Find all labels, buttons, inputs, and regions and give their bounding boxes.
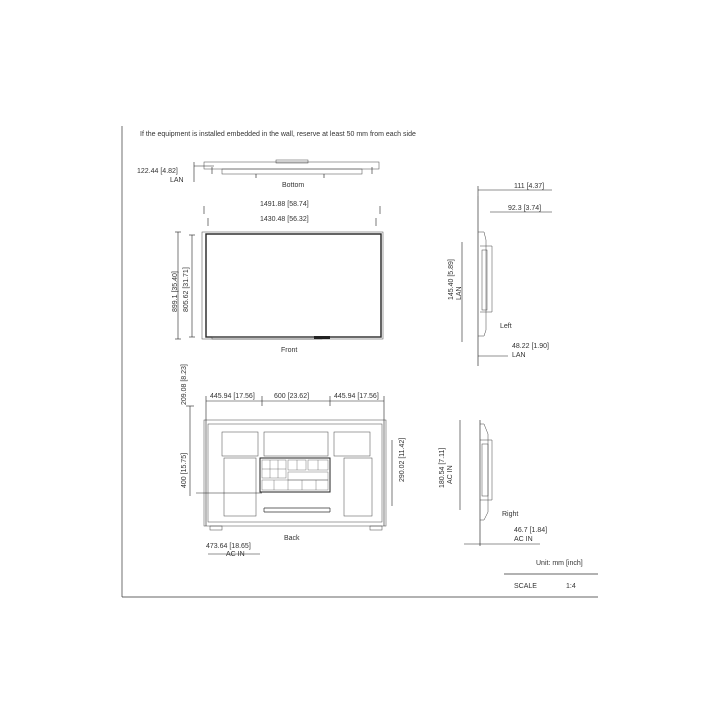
right-acin-depth-label: AC IN (514, 536, 533, 543)
left-lan-side-dim: 145.40 [5.89] (448, 259, 455, 300)
back-view-panel-mid (264, 432, 328, 456)
right-view (439, 420, 547, 546)
front-height-inner-dim: 805.62 [31.71] (183, 267, 190, 312)
back-view-io-panel (260, 458, 330, 492)
bottom-view-stand (276, 160, 308, 163)
left-lan-side-label: LAN (456, 286, 463, 300)
back-acin-label: AC IN (226, 551, 245, 558)
front-view-label: Front (281, 347, 298, 354)
back-acin-dim: 473.64 [18.65] (206, 543, 251, 550)
front-width-outer-dim: 1491.88 [58.74] (260, 201, 309, 208)
title-block (504, 560, 598, 590)
front-view-screen (206, 234, 381, 337)
back-view (181, 364, 406, 558)
left-view-label: Left (500, 323, 512, 330)
front-view-logo-bar (314, 336, 330, 339)
installation-note: If the equipment is installed embedded in the wall, reserve at least 50 mm from each side (140, 131, 416, 138)
bottom-view-panel (222, 169, 362, 174)
front-view-bezel (202, 232, 383, 339)
back-top-dim: 209.08 [8.23] (181, 364, 188, 405)
left-lan-depth-label: LAN (512, 352, 526, 359)
bottom-lan-label: LAN (170, 177, 184, 184)
front-width-inner-dim: 1430.48 [56.32] (260, 216, 309, 223)
back-left-dim: 445.94 [17.56] (210, 393, 255, 400)
left-view (448, 183, 552, 366)
left-depth-body-dim: 92.3 [3.74] (508, 205, 542, 212)
back-view-panel-right (334, 432, 370, 456)
scale-label: SCALE (514, 583, 537, 590)
left-lan-depth-dim: 48.22 [1.90] (512, 343, 549, 350)
right-view-profile (480, 424, 488, 520)
back-view-label: Back (284, 535, 300, 542)
bottom-view-label: Bottom (282, 182, 305, 189)
back-view-panel-left (222, 432, 258, 456)
unit-label: Unit: mm [inch] (536, 560, 583, 567)
left-depth-total-dim: 111 [4.37] (514, 183, 545, 190)
back-right-dim: 445.94 [17.56] (334, 393, 379, 400)
back-vert-dim: 400 [15.75] (181, 452, 188, 488)
back-vesa-dim: 290.02 [11.42] (399, 437, 406, 482)
right-acin-depth-dim: 46.7 [1.84] (514, 527, 548, 534)
bottom-lan-dim: 122.44 [4.82] (137, 168, 178, 175)
front-height-outer-dim: 899.1 [35.40] (172, 271, 179, 312)
right-view-label: Right (502, 511, 519, 518)
back-mid-dim: 600 [23.62] (274, 393, 310, 400)
front-view (172, 201, 383, 354)
right-acin-side-dim: 180.54 [7.11] (439, 447, 446, 488)
scale-value: 1:4 (566, 583, 576, 590)
right-acin-side-label: AC IN (447, 465, 454, 484)
bottom-view (137, 160, 379, 189)
